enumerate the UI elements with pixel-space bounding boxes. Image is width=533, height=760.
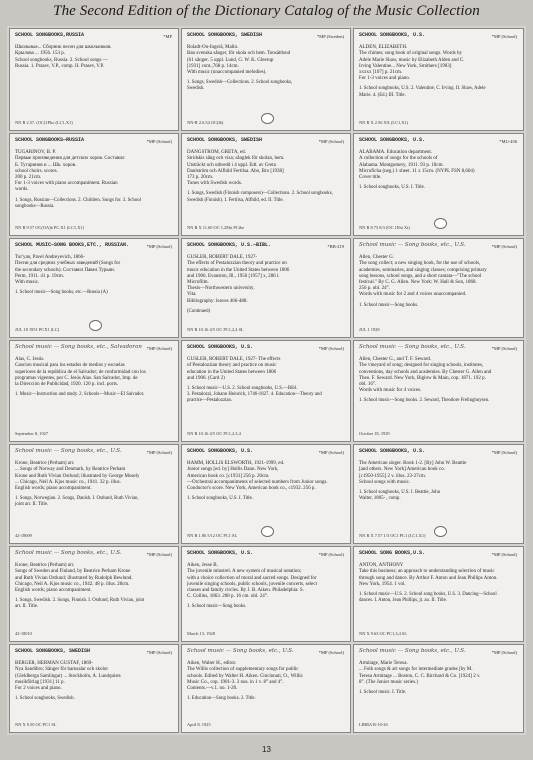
card-tracings: 1. Songs, Norwegian. 2. Songs, Danish. I. Ostlund, Ruth Vivian, joint arr. II. Title. (15, 496, 139, 508)
card-call-number: October 18, 1929 (359, 430, 390, 436)
card-callmark: *MP (School) (491, 552, 517, 557)
card-callmark: *MP (School) (318, 139, 344, 144)
card-body: Allen, Chester G. The song collect; a new singing book, for the use of schools, academies, seminaries, and singing classes; comprising primary song lessons, school songs, and a short cantata—"The school festival." By C. G. Allen. New York: W. Hall & Son, 1868. 256 p. obl. 24°. Words with music for 2 and 4 voices unaccompanied. (359, 255, 487, 298)
card-tracings: (Continued) (187, 308, 211, 314)
card-punch-hole (434, 526, 447, 537)
card-body: TUGARINOV, B. P. Первые произведения для детских хоров. Составил Б. Тугаринов и ... Шк. хоров. school choirs. scores. 200 p. 21cm. For 1-3 voices with piano accompaniment. Russian words. (15, 150, 125, 193)
card-tracings: 1. Songs, Swedish—Collections. 2. School songbooks, Swedish. (187, 80, 293, 92)
card-heading: SCHOOL SONGBOOKS, U.S. (187, 344, 254, 350)
card-tracings: 1. School songbooks, U.S. I. Title. (187, 496, 253, 502)
card-body: Alas, C. Jesús. Cancion musical para los estados de medios y escuelas superiores de la república de el Salvador; de conformidad con los programas vigentes, por C. Jesús Alas. San Salvador, Imp. de la Dirección de Publicidad, 1920. 120 p. incl. ports. (15, 357, 146, 388)
card-heading: SCHOOL SONGBOOKS, U.S. (187, 448, 254, 454)
catalog-card (9, 340, 179, 442)
card-body: GUSLER, ROBERT DALE, 1927- The effects of Pestalozzian theory and practice on music education in the United States between 1806 and 1906. Evanston, Ill., 1956 [1957] x, 286 l. Microfilm. Thesis—Northwestern university. Vita. Bibliography: leaves 466-488. (187, 255, 290, 304)
card-body: Roladt-On-Ingerä, Malin. Ban svenska sånger, för skola och hem. Tonsättlsnd (61 sånger. 5 uppl. Lund, G. W. K. Gleerup [1931] cont.,768 p. 14cm. With music (unaccompanied melodies). (187, 45, 291, 76)
card-call-number: NN-R 2.6.54 OC(lb) (187, 119, 224, 125)
card-heading: School music — Song books, etc., U.S. (359, 242, 466, 248)
catalog-card (9, 546, 179, 642)
card-heading: SCHOOL SONGBOOKS, SWEDISH (15, 648, 91, 654)
card-heading: School music — Song books, etc., U.S. (359, 648, 466, 654)
catalog-card (181, 133, 351, 236)
card-call-number: NN R 10.16 4/5 OC PC1,2,3,4 (187, 430, 241, 436)
card-callmark: *MP (School) (146, 244, 172, 249)
card-body: ANTON, ANTHONY Take this business; an approach to understanding selection of music through song and dance. By Arthur F. Anton and Jean Phillips Anton. New York, 1954. 1 vol. (359, 563, 498, 587)
card-callmark: *MP (School) (491, 450, 517, 455)
card-tracings: 1. School music—Song books, etc.—Russia (A) (15, 290, 108, 296)
card-callmark: *MP (School) (318, 650, 344, 655)
card-call-number: NN R 8.73 8/3 (OC 1Ebt Xt) (359, 224, 410, 230)
card-body: Tur'yan, Pavel Andreyevich, 1866- Песни для средних учебных заведений (Songs for the secondary schools). Составил Павел Турьян. Perm, 1911. 41 p. 19cm. With music. (15, 255, 121, 286)
catalog-card (181, 546, 351, 642)
card-heading: SCHOOL SONGBOOKS, U.S.—BIBL. (187, 242, 272, 248)
catalog-card (353, 340, 524, 442)
card-body: DANGSTROM, GRETA, ed. Stridskis sång och visa; sånglek för skolan, hem. Utsträckt och utbredd i 4 uppl. Edt. av Greta Danlström och Alfhild Fertilsa. Abo, Bro [1938] 173 p. 20cm. Tunes with Swedish words. (187, 150, 285, 187)
card-punch-hole (89, 320, 102, 331)
card-callmark: *MP (School) (146, 650, 172, 655)
card-body: The American singer. Book 1-2. [By] John W. Beattie [and others. New York] American book co. [c1950-1955] 2 v. illus. 23-27cm. School songs with music. (359, 461, 467, 485)
card-callmark: *MP (163, 34, 172, 39)
card-body: Aiken, Walter H., editor. The Willis collection of supplementary songs for public schools. Edited by Walter H. Aiken. Cincinnati, O., Willis Music Co., cop. 1901-3. 3 nos. in 1 v. 8° and 4°. Contents.—v.1. no. 1-20. (187, 661, 303, 692)
card-heading: SCHOOL SONGBOOKS, U.S. (187, 550, 254, 556)
catalog-card (181, 340, 351, 442)
card-heading: SCHOOL SONGBOOKS,RUSSIA (15, 32, 85, 38)
card-heading: SCHOOL SONG BOOKS,U.S. (359, 550, 426, 556)
catalog-card (353, 444, 524, 544)
card-callmark: *MP (School) (491, 346, 517, 351)
card-callmark: *MP (School) (491, 650, 517, 655)
card-call-number: NN R 1.86 5/12 OC PC1 SL (187, 532, 238, 538)
card-callmark: *MP (School) (146, 346, 172, 351)
card-body: Armitage, Marie Teresa. ... Folk songs & art songs for intermediate grades [by M. Teresa Armitage ... Boston, C. C. Birchard & Co. [1924] 2 v. 8°. (The Junior music series.) (359, 661, 481, 685)
card-call-number: LIBRA R-10-26 (359, 721, 388, 727)
card-body: Krone, Beatrice (Perham) arr. Songs of Sweden and Finland, by Beatrice Perham Krone and Ruth Vivian Ostlund; illustrated by Rudolph Bewlund. Chicago, Neil A. Kjos music co., 1942. 48 p. illus. 28cm. English words; piano accompaniment. (15, 563, 133, 594)
card-tracings: 1. School music. I. Title. (359, 690, 407, 696)
card-heading: School music — Song books, etc., Salvadoran (15, 344, 142, 350)
card-heading: School music — Song books, etc., U.S. (187, 648, 294, 654)
card-body: BERGER, HERMAN GUSTAF, 1869- Nya Sandibro; Sånger för barnsalar och skolor (Gleldberga Samlingar) ... Stockholm, A. Lundquists musikförlag [1931] 11 p. For 2 voices and piano. (15, 661, 121, 692)
card-body: HAMM, HOLLIS ELSWORTH, 1921-1999, ed. Junior songs [ed. by] Hollis Dann. New York, American book co. [c1931] 256 p. 20cm. —Orchestral accompaniments of selected numbers from Junior songs. Conductor's score. New York, American book co., c1932. 256 p. (187, 461, 328, 492)
card-callmark: *MP (School) (491, 34, 517, 39)
card-tracings: 1. Songs, Russian—Collections. 2. Children. Songs for. 3. School songbooks—Russia. (15, 197, 141, 209)
card-tracings: 1. Songs, Swedish. 2. Songs, Finnish. I. Ostlund, Ruth Vivian, joint arr. II. Title. (15, 598, 145, 610)
card-callmark: *MP (School) (146, 139, 172, 144)
card-punch-hole (261, 113, 274, 124)
card-body: Школьные... Сборник песен для школьников. Крылова ... 1956. 153 p. School songbooks, Russia. 2. School songs — Russia. 1. Prasev, V.P., comp. II. Prasev, V.P. (15, 45, 112, 69)
card-tracings: 1. Songs, Swedish (Finnish composers)—Collections. 2. School songbooks, Swedish (Finnish). I. Fertilsa, Alfhild, ed. II. Title. (187, 191, 333, 203)
catalog-card (181, 28, 351, 131)
card-call-number: NN X 9.63 OC PC1,3,4 SL (359, 630, 408, 636)
card-punch-hole (261, 526, 274, 537)
card-call-number: March 13, 1928 (187, 630, 215, 636)
card-call-number: NN X 9.50 OC PC1 SL (15, 721, 57, 727)
page-title: The Second Edition of the Dictionary Catalog of the Music Collection (53, 3, 480, 19)
card-body: Aiken, Jesse B. The juvenile minstrel. A new system of musical notation; with a choice collection of moral and sacred songs. Designed for juvenile singing schools, public schools, juvenile concerts, select classes and family circles. By J. B. Aiken. Philadelphia: S. C. Collins, 1863. 208 p. 16 cm. obl. 24°. (187, 563, 317, 600)
card-tracings: 1. School songbooks, Swedish. (15, 696, 75, 702)
card-call-number: JUL 1 1928 (359, 326, 380, 332)
catalog-card (353, 644, 524, 733)
card-callmark: *MP (School) (318, 450, 344, 455)
card-call-number: NN R X 7.57 1/3 OC1 PC1 (LC1,X1) (359, 532, 426, 538)
catalog-card (9, 644, 179, 733)
catalog-card (353, 28, 524, 131)
card-heading: SCHOOL SONGBOOKS—RUSSIA (15, 137, 85, 143)
card-callmark: *MP (School) (318, 346, 344, 351)
card-tracings: 1. Music—Instruction and study. 2. Schools—Music—El Salvador. (15, 392, 145, 398)
catalog-card (353, 238, 524, 338)
catalog-card (353, 133, 524, 236)
card-tracings: 1. School music—Song books. 2. Seward, Theodore Frelinghuysen. (359, 398, 490, 404)
card-heading: SCHOOL SONGBOOKS, SWEDISH (187, 137, 263, 143)
card-heading: SCHOOL SONGBOOKS, U.S. (359, 137, 426, 143)
card-tracings: 1. School songbooks, U.S. I. Title. (359, 185, 425, 191)
card-call-number: NN R 10.16 4/5 OC PC1,2,4 SL (187, 326, 244, 332)
card-callmark: *MP (School) (491, 244, 517, 249)
catalog-card (181, 238, 351, 338)
card-call-number: NN R X 11.60 OC 1,2Ebt PCtbe (187, 224, 245, 230)
catalog-card (9, 28, 179, 131)
catalog-card (181, 644, 351, 733)
card-body: GUSLER, ROBERT DALE, 1927- The effects of Pestalozzian theory and practice on music education in the United States between 1806 and 1906. (Card 2) (187, 357, 281, 381)
card-call-number: NN R 2.57. (OC)1Pbo (LC1,X1) (15, 119, 73, 125)
card-call-number: 42-18010 (15, 630, 32, 636)
card-body: Krone, Beatrice (Perham) arr. ... Songs of Norway and Denmark, by Beatrice Perham Krone and Ruth Vivian Ostlund; illustrated by George Mosely ... Chicago, Neil A. Kjos music co., 1941. 32 p. illus. English words; piano accompaniment. (15, 461, 140, 492)
card-callmark: *MU-456 (499, 139, 517, 144)
card-tracings: 1. School music—Song books. (187, 604, 247, 610)
catalog-card (9, 238, 179, 338)
card-heading: SCHOOL MUSIC—SONG BOOKS,ETC., RUSSIAN. (15, 242, 130, 248)
card-call-number: 42-18009 (15, 532, 32, 538)
card-call-number: NN R 9.57 OC(OA)b PC.X1 (LC1,X1) (15, 224, 85, 230)
card-body: ALABAMA. Education department. A collection of songs for the schools of Alabama. Montgomery, 1911. 93 p. 18cm. Microficha (neg.) 1 sheet. 11 x 15cm. (NYPL FSN 8,604) Cover title. (359, 150, 475, 181)
card-heading: SCHOOL SONGBOOKS, U.S. (359, 32, 426, 38)
card-heading: SCHOOL SONGBOOKS, SWEDISH (187, 32, 263, 38)
card-callmark: *RB-219 (327, 244, 344, 249)
card-heading: School music — Song books, etc., U.S. (15, 550, 122, 556)
catalog-card (353, 546, 524, 642)
card-tracings: 1. School music—U.S. 2. School songbooks, U.S.—Bibl. 3. Pestalozzi, Johann Heinrich, 1746-1827. 4. Education—Theory and practice—Pestalozzian. (187, 386, 322, 404)
card-tracings: 1. Education—Song books. 2. Title. (187, 696, 256, 702)
card-call-number: NN R X 2.56 XX (LC1,X1) (359, 119, 409, 125)
card-call-number: April 8, 1925 (187, 721, 211, 727)
card-call-number: JUL 18 1951 PCX1 (LC) (15, 326, 60, 332)
catalog-card (181, 444, 351, 544)
card-callmark: *MP (Sweden) (317, 34, 344, 39)
card-body: Allen, Chester G., and T. F. Seward. The vineyard of song; designed for singing schools, institutes, conventions, day schools and academies. By Chester G. Allen and Theo. F. Seward. New York, Biglow & Main, cop. 1871. 192 p. obl. 16°. Words with music for 4 voices. (359, 357, 492, 394)
card-callmark: *MP (School) (146, 552, 172, 557)
card-heading: SCHOOL SONGBOOKS, U.S. (359, 448, 426, 454)
card-heading: School music — Song books, etc., U.S. (359, 344, 466, 350)
card-tracings: 1. School music—Song books. (359, 302, 419, 308)
card-callmark: *MP (School) (146, 450, 172, 455)
card-body: ALDEN, ELIZABETH. The chimes; song book of original songs. Words by Adele Marie Shaw, music by Elizabeth Alden and C. Irving Valentine... New York, Smithers [1903] xxxxx [107] p. 21cm. For 1-3 voices and piano. (359, 45, 465, 82)
card-heading: School music — Song books, etc., U.S. (15, 448, 122, 454)
card-tracings: 1. School songbooks, U.S. I. Beattie, John Walter, 1885- , comp. (359, 490, 441, 502)
card-tracings: 1. School music—U.S. 2. School song books, U.S. 3. Dancing—School dances. I. Anton, Jean Phillips, jt. au. II. Title. (359, 592, 497, 604)
card-tracings: 1. School songbooks, U.S. 2. Valentine, C. Irving. II. Shaw, Adele Marie. 4. (Ed.) III. Title. (359, 86, 486, 98)
card-punch-hole (434, 218, 447, 229)
catalog-card (9, 133, 179, 236)
card-callmark: *MP (School) (318, 552, 344, 557)
page-number: 13 (262, 745, 271, 754)
catalog-card (9, 444, 179, 544)
catalog-page (7, 26, 526, 735)
card-call-number: September 8, 1927 (15, 430, 49, 436)
